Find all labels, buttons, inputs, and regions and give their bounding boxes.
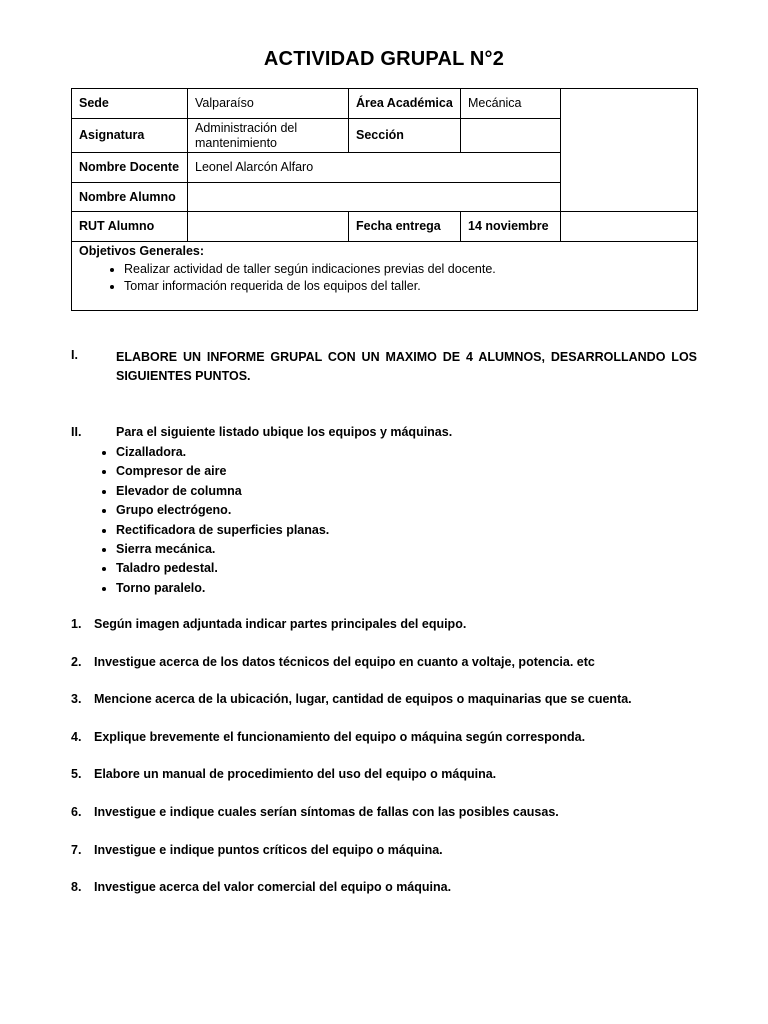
task-item (71, 730, 632, 768)
task-number: 7. (71, 842, 82, 857)
task-number: 4. (71, 729, 82, 744)
sede-label: Sede (72, 89, 188, 119)
equipment-item: • Sierra mecánica. (116, 540, 329, 559)
objetivos-cell (72, 242, 698, 311)
section-1 (71, 348, 697, 386)
task-item (71, 617, 632, 655)
task-item (71, 843, 632, 881)
seccion-value (461, 119, 561, 153)
section-1-number: I. (71, 348, 78, 362)
equipment-item: • Rectificadora de superficies planas. (116, 521, 329, 540)
document-title: ACTIVIDAD GRUPAL N°2 (263, 48, 505, 70)
equipment-item: • Elevador de columna (116, 482, 329, 501)
equipment-list (71, 443, 329, 598)
area-label: Área Académica (349, 89, 461, 119)
task-item (71, 767, 632, 805)
section-1-text: ELABORE UN INFORME GRUPAL CON UN MAXIMO DE 4 ALUMNOS, DESARROLLANDO LOS SIGUIENTES PUNTOS. (116, 350, 697, 383)
task-number: 1. (71, 617, 82, 631)
alumno-label: Nombre Alumno (72, 183, 188, 212)
equipment-item: • Compresor de aire (116, 462, 329, 481)
task-number: 8. (71, 880, 82, 895)
area-value: Mecánica (461, 89, 561, 119)
asignatura-label: Asignatura (72, 119, 188, 153)
task-text: Investigue acerca de los datos técnicos del equipo en cuanto a voltaje, potencia. etc (94, 654, 595, 669)
task-text: Explique brevemente el funcionamiento del equipo o máquina según corresponda. (94, 729, 586, 744)
fecha-label: Fecha entrega (349, 212, 461, 242)
task-text: Mencione acerca de la ubicación, lugar, cantidad de equipos o maquinarias que se cuenta. (94, 692, 632, 707)
info-table (71, 88, 698, 311)
equipment-item: • Cizalladora. (116, 443, 329, 462)
seccion-label: Sección (349, 119, 461, 153)
task-text: Investigue e indique cuales serían síntomas de fallas con las posibles causas. (94, 804, 559, 819)
task-list (71, 617, 632, 918)
objetivo-item: • Tomar información requerida de los equipos del taller. (124, 278, 690, 295)
task-text: Según imagen adjuntada indicar partes principales del equipo. (94, 617, 467, 631)
task-text: Elabore un manual de procedimiento del uso del equipo o máquina. (94, 767, 497, 782)
docente-label: Nombre Docente (72, 153, 188, 183)
objetivos-label: Objetivos Generales: (79, 244, 205, 258)
task-number: 2. (71, 654, 82, 669)
task-item (71, 805, 632, 843)
task-text: Investigue e indique puntos críticos del equipo o máquina. (94, 842, 443, 857)
fecha-value: 14 noviembre (461, 212, 561, 242)
alumno-value (188, 183, 561, 212)
docente-value: Leonel Alarcón Alfaro (188, 153, 561, 183)
task-number: 3. (71, 692, 82, 707)
objetivos-list (79, 261, 690, 295)
row-objetivos (72, 242, 698, 311)
blank-cell (561, 212, 698, 242)
task-number: 6. (71, 804, 82, 819)
equipment-item: • Taladro pedestal. (116, 559, 329, 578)
task-item (71, 692, 632, 730)
row-rut (72, 212, 698, 242)
rut-value (188, 212, 349, 242)
row-sede (72, 89, 698, 119)
sede-value: Valparaíso (188, 89, 349, 119)
equipment-item: • Torno paralelo. (116, 579, 329, 598)
objetivo-item: • Realizar actividad de taller según indicaciones previas del docente. (124, 261, 690, 278)
section-2-intro: Para el siguiente listado ubique los equipos y máquinas. (116, 425, 453, 439)
section-2-number: II. (71, 425, 82, 439)
task-number: 5. (71, 767, 82, 782)
rut-label: RUT Alumno (72, 212, 188, 242)
task-item (71, 880, 632, 918)
task-item (71, 655, 632, 693)
equipment-item: • Grupo electrógeno. (116, 501, 329, 520)
task-text: Investigue acerca del valor comercial del equipo o máquina. (94, 880, 452, 895)
blank-side-cell (561, 89, 698, 212)
asignatura-value: Administración del mantenimiento (188, 119, 349, 153)
